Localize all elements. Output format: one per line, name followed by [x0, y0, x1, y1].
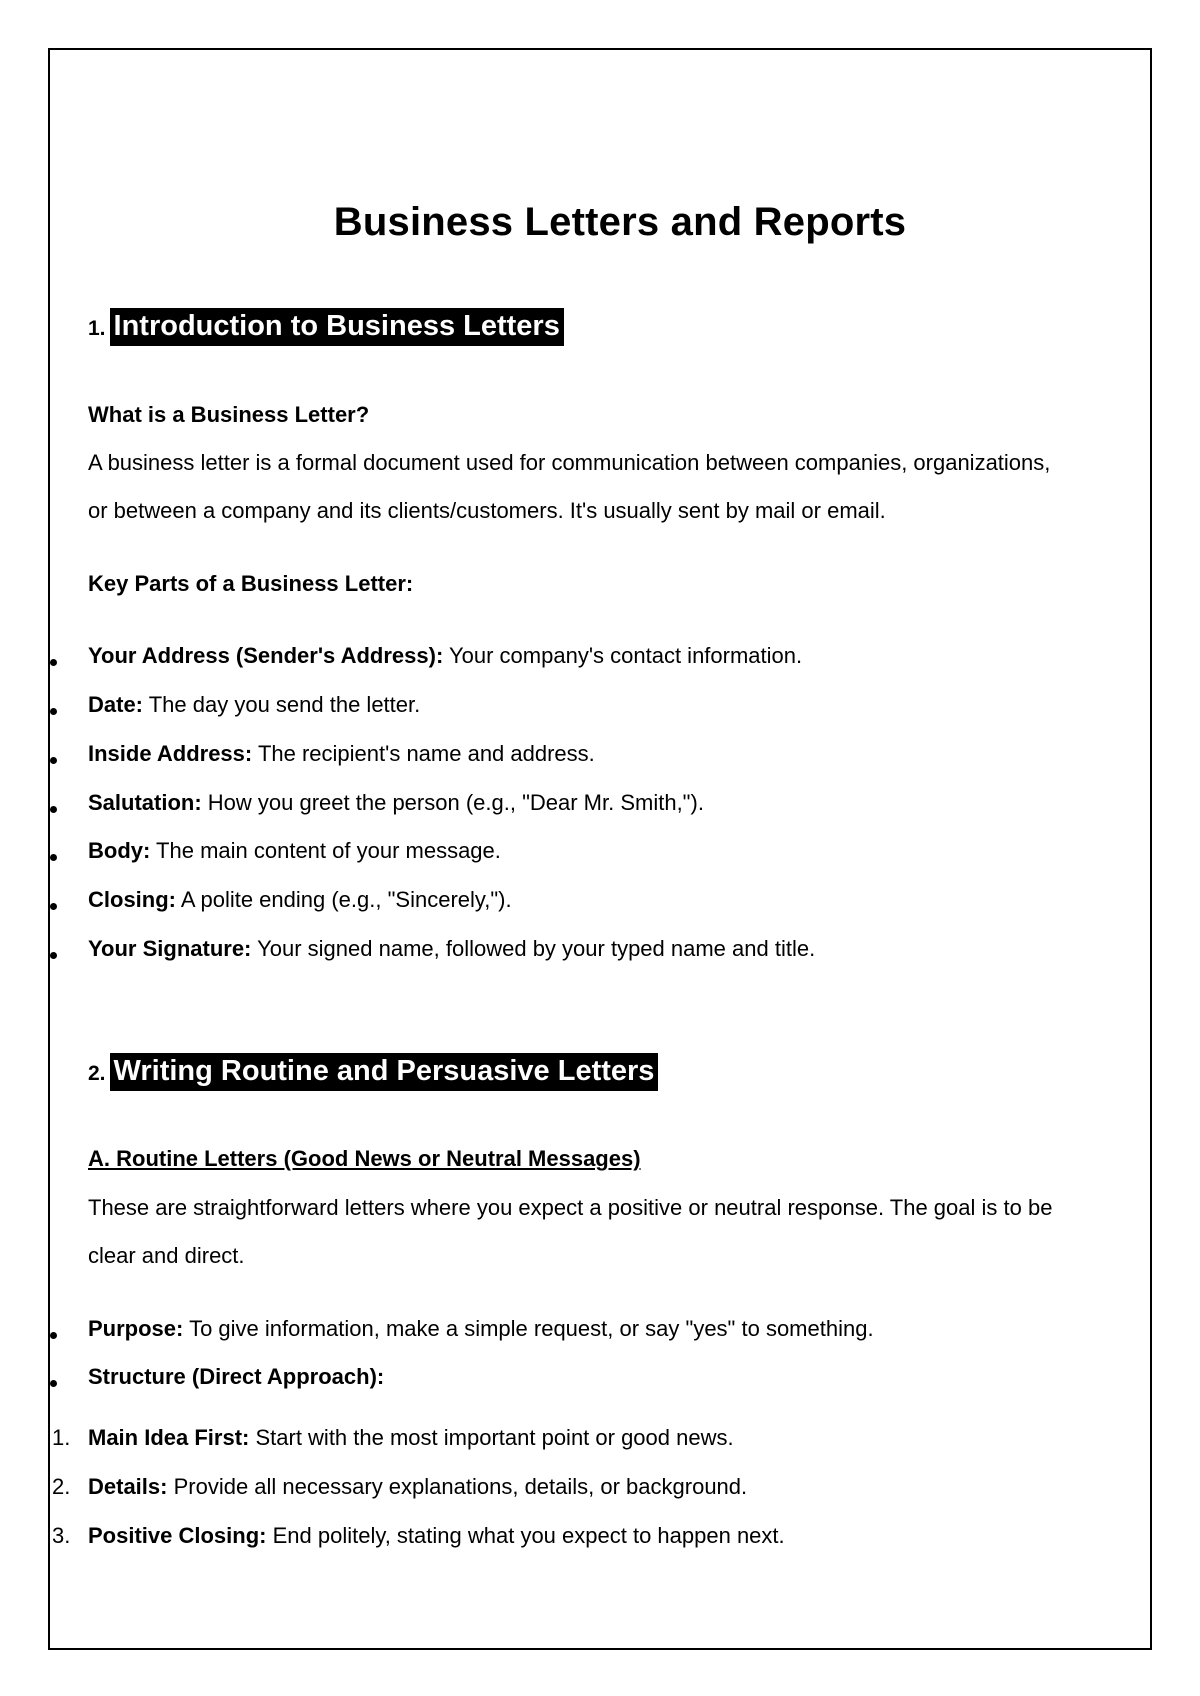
list-item-text: Your company's contact information. — [443, 643, 803, 668]
list-item-text: A polite ending (e.g., "Sincerely,"). — [176, 887, 512, 912]
section-2-title: Writing Routine and Persuasive Letters — [110, 1053, 659, 1091]
list-item-label: Salutation: — [88, 790, 202, 815]
bullet-marker — [50, 1380, 57, 1387]
list-item-label: Structure (Direct Approach): — [88, 1364, 385, 1389]
step-text: Start with the most important point or good news. — [249, 1425, 734, 1450]
bullet-marker — [50, 952, 57, 959]
list-item — [88, 936, 815, 962]
list-item-text: Your signed name, followed by your typed name and title. — [251, 936, 816, 961]
step-item — [88, 1523, 785, 1549]
list-item — [88, 887, 512, 913]
section-2-number: 2. — [88, 1062, 106, 1085]
step-item — [88, 1474, 747, 1500]
list-item — [88, 1316, 874, 1342]
bullet-marker — [50, 854, 57, 861]
list-item-text: The main content of your message. — [150, 838, 501, 863]
step-number: 3. — [52, 1523, 71, 1548]
list-item-text: To give information, make a simple request, or say "yes" to something. — [183, 1316, 874, 1341]
definition-line-2: or between a company and its clients/customers. It's usually sent by mail or email. — [88, 498, 886, 523]
step-text: End politely, stating what you expect to happen next. — [266, 1523, 785, 1548]
step-text: Provide all necessary explanations, details, or background. — [167, 1474, 748, 1499]
section-2-heading — [88, 1055, 658, 1088]
section-1-heading — [88, 310, 564, 343]
list-item-text: How you greet the person (e.g., "Dear Mr. Smith,"). — [201, 790, 704, 815]
step-label: Main Idea First: — [88, 1425, 250, 1450]
step-label: Details: — [88, 1474, 168, 1499]
bullet-marker — [50, 757, 57, 764]
list-item — [88, 1364, 384, 1390]
list-item-label: Purpose: — [88, 1316, 184, 1341]
definition-line-1: A business letter is a formal document used for communication between companies, organizations, — [88, 450, 1051, 475]
list-item — [88, 838, 501, 864]
routine-para-line-2: clear and direct. — [88, 1243, 245, 1268]
list-item — [88, 790, 704, 816]
bullet-marker — [50, 806, 57, 813]
list-item-text: The day you send the letter. — [143, 692, 421, 717]
key-parts-heading: Key Parts of a Business Letter: — [88, 571, 414, 596]
list-item-label: Your Signature: — [88, 936, 252, 961]
section-1-number: 1. — [88, 317, 106, 340]
step-number: 1. — [52, 1425, 71, 1450]
bullet-marker — [50, 1332, 57, 1339]
list-item — [88, 692, 420, 718]
step-item — [88, 1425, 734, 1451]
document-title: Business Letters and Reports — [333, 200, 907, 244]
step-number: 2. — [52, 1474, 71, 1499]
list-item-label: Inside Address: — [88, 741, 253, 766]
list-item-label: Closing: — [88, 887, 176, 912]
routine-letters-subheading: A. Routine Letters (Good News or Neutral Messages) — [88, 1146, 641, 1171]
list-item-label: Your Address (Sender's Address): — [88, 643, 444, 668]
list-item-label: Date: — [88, 692, 144, 717]
routine-para-line-1: These are straightforward letters where you expect a positive or neutral response. The goal is to be — [88, 1195, 1053, 1220]
step-label: Positive Closing: — [88, 1523, 267, 1548]
bullet-marker — [50, 708, 57, 715]
list-item-text: The recipient's name and address. — [252, 741, 595, 766]
bullet-marker — [50, 903, 57, 910]
list-item-label: Body: — [88, 838, 151, 863]
section-1-title: Introduction to Business Letters — [110, 308, 564, 346]
bullet-marker — [50, 659, 57, 666]
list-item — [88, 741, 595, 767]
what-is-heading: What is a Business Letter? — [88, 402, 370, 427]
list-item — [88, 643, 802, 669]
